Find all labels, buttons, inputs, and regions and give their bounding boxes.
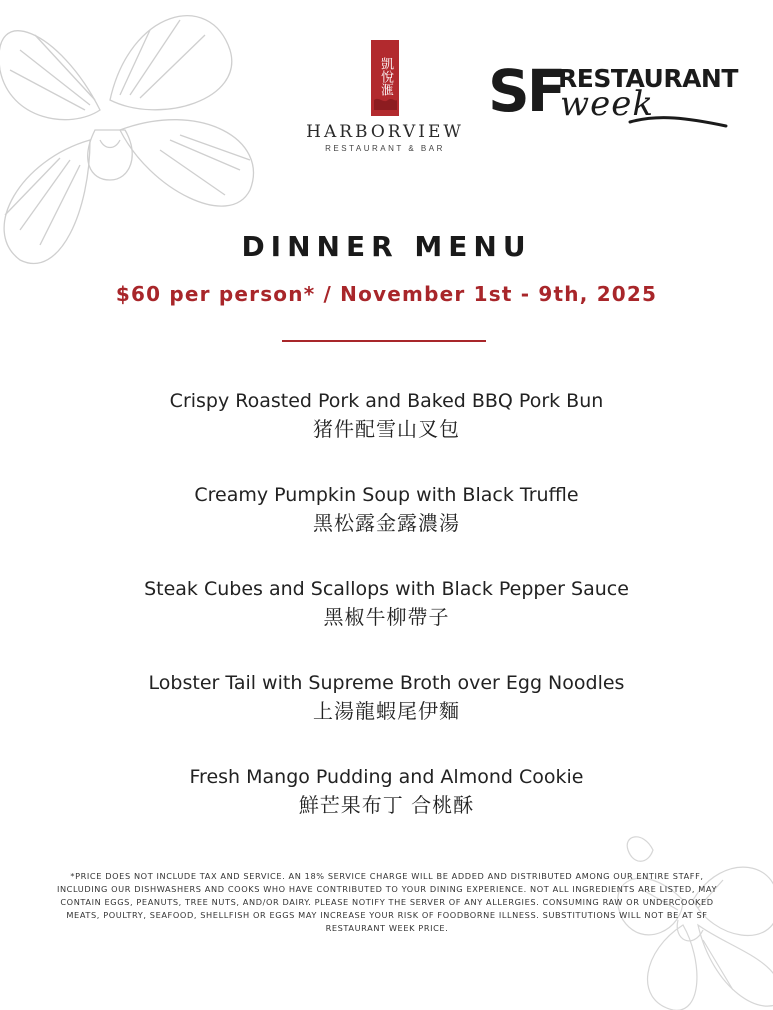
sf-restaurant-week-logo	[488, 57, 738, 134]
menu-item-english: Creamy Pumpkin Soup with Black Truffle	[194, 484, 579, 506]
menu-title: DINNER MENU	[241, 230, 532, 263]
menu-item-english: Crispy Roasted Pork and Baked BBQ Pork Bun	[169, 390, 604, 412]
menu-item-chinese: 猪件配雪山叉包	[313, 417, 460, 441]
menu-item-english: Steak Cubes and Scallops with Black Pepper Sauce	[144, 578, 629, 600]
harborview-seal-chars: 凱悅滙	[378, 56, 393, 96]
harborview-logo	[290, 40, 480, 153]
menu-item-chinese: 鮮芒果布丁 合桃酥	[298, 793, 475, 817]
sf-logo-restaurant: RESTAURANT	[558, 64, 738, 93]
sf-logo-letters: SF	[488, 57, 564, 125]
sf-logo-week: week	[560, 84, 654, 124]
menu-item-english: Lobster Tail with Supreme Broth over Egg Noodles	[148, 672, 625, 694]
menu-item	[0, 575, 773, 669]
fine-print-disclaimer: *PRICE DOES NOT INCLUDE TAX AND SERVICE. AN 18% SERVICE CHARGE WILL BE ADDED AND DISTRIBUTED AMONG OUR ENTIRE STAFF, INCLUDING OUR DISHWASHERS AND COOKS WHO HAVE CONTRIBUTED TO YOUR DINING EXPERIENCE. NOT ALL INGREDIENTS ARE LISTED, MAY CONTAIN EGGS, PEANUTS, TREE NUTS, AND/OR DAIRY. PLEASE NOTIFY THE SERVER OF ANY ALLERGIES. CONSUMING RAW OR UNDERCOOKED MEATS, POULTRY, SEAFOOD, SHELLFISH OR EGGS MAY INCREASE YOUR RISK OF FOODBORNE ILLNESS. SUBSTITUTIONS WILL NOT BE AT SF RESTAURANT WEEK PRICE.	[56, 871, 718, 933]
menu-items	[0, 387, 773, 857]
harborview-subtitle: RESTAURANT & BAR	[325, 144, 445, 153]
menu-item	[0, 387, 773, 481]
menu-price-dates: $60 per person* / November 1st - 9th, 2025	[115, 282, 658, 306]
menu-item-chinese: 上湯龍蝦尾伊麵	[313, 699, 460, 723]
menu-item	[0, 669, 773, 763]
section-divider	[282, 340, 486, 342]
harborview-name: HARBORVIEW	[306, 122, 464, 142]
menu-item	[0, 481, 773, 575]
menu-item-english: Fresh Mango Pudding and Almond Cookie	[189, 766, 584, 788]
menu-item	[0, 763, 773, 857]
menu-item-chinese: 黑椒牛柳帶子	[323, 605, 450, 629]
menu-item-chinese: 黑松露金露濃湯	[313, 511, 460, 535]
sf-logo-swoosh-icon	[628, 110, 728, 132]
